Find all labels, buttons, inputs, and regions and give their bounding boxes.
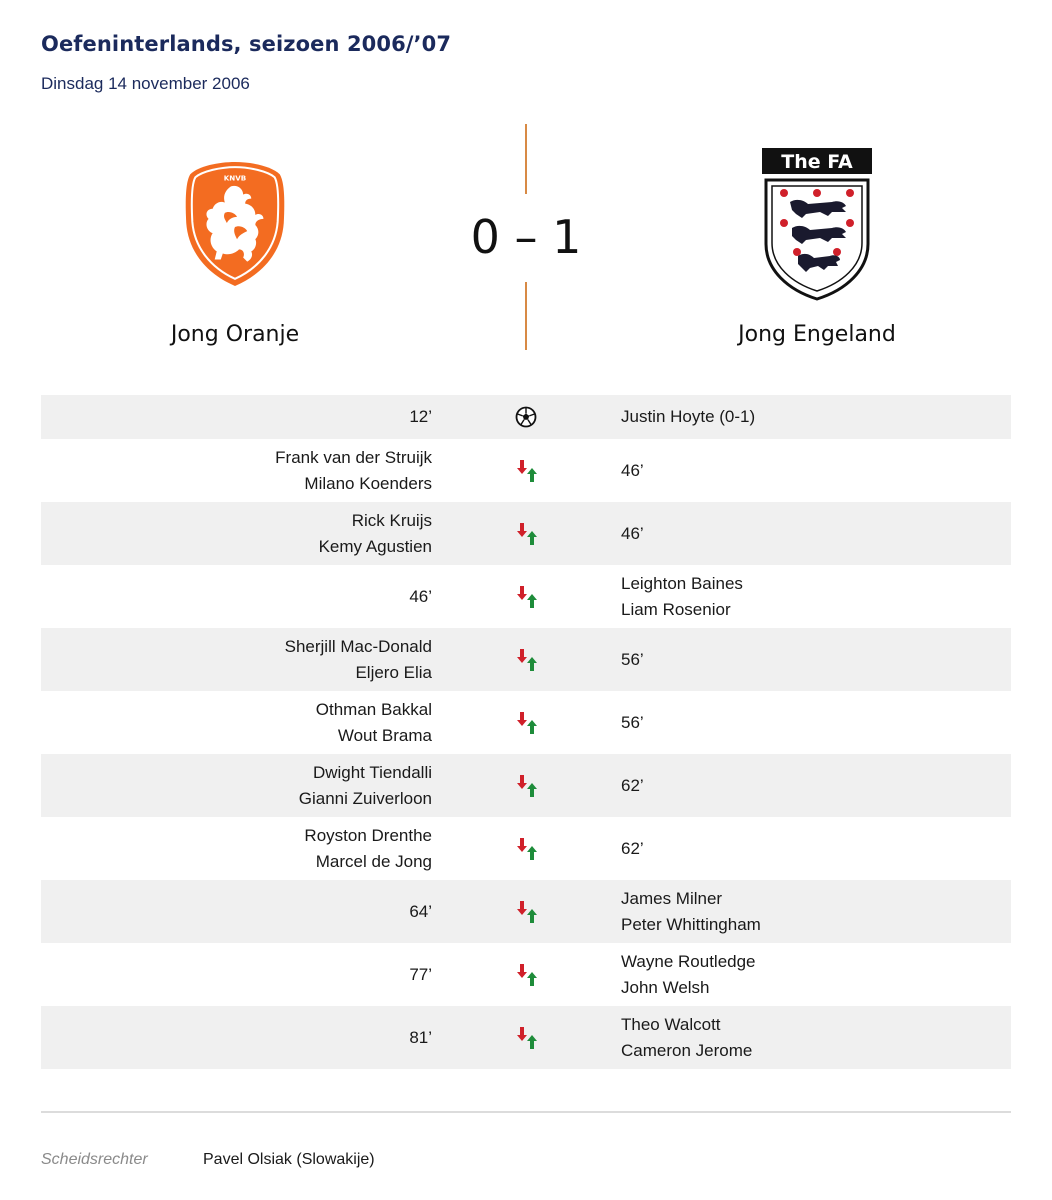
substitution-icon xyxy=(515,584,539,610)
event-text: 46’ xyxy=(409,586,432,606)
event-text: Wout Brama xyxy=(337,725,432,745)
event-text: Theo Walcott xyxy=(621,1014,721,1034)
event-text: 46’ xyxy=(621,460,644,480)
substitution-event-row xyxy=(41,565,1011,628)
event-home-cell xyxy=(409,943,432,1006)
section-divider xyxy=(41,1111,1011,1113)
event-text: Marcel de Jong xyxy=(315,851,432,871)
event-home-cell xyxy=(316,691,432,754)
event-away-cell xyxy=(621,943,756,1006)
substitution-icon xyxy=(515,836,539,862)
substitution-icon xyxy=(515,458,539,484)
event-text: 64’ xyxy=(409,901,432,921)
substitution-event-row xyxy=(41,1006,1011,1069)
event-home-cell xyxy=(409,1006,432,1069)
event-away-cell xyxy=(621,502,644,565)
event-home-cell xyxy=(409,395,432,439)
event-text: Othman Bakkal xyxy=(315,699,432,719)
knvb-crest-icon xyxy=(184,160,286,288)
event-text: Justin Hoyte (0-1) xyxy=(621,407,756,426)
substitution-icon xyxy=(515,962,539,988)
event-home-cell xyxy=(409,565,432,628)
event-away-cell xyxy=(621,1006,752,1069)
goal-event-row xyxy=(41,395,1011,439)
event-away-cell xyxy=(621,565,743,628)
event-home-cell xyxy=(409,880,432,943)
event-away-cell xyxy=(621,628,644,691)
substitution-event-row xyxy=(41,691,1011,754)
event-text: Rick Kruijs xyxy=(351,510,432,530)
event-away-cell xyxy=(621,880,761,943)
event-text: Eljero Elia xyxy=(355,662,432,682)
event-text: Liam Rosenior xyxy=(621,599,731,619)
event-text: Milano Koenders xyxy=(304,473,432,493)
substitution-event-row xyxy=(41,880,1011,943)
score-divider-bottom xyxy=(525,282,527,350)
event-text: Royston Drenthe xyxy=(304,825,432,845)
substitution-event-row xyxy=(41,943,1011,1006)
event-text: James Milner xyxy=(621,888,723,908)
substitution-event-row xyxy=(41,628,1011,691)
away-team-name: Jong Engeland xyxy=(738,322,896,347)
substitution-event-row xyxy=(41,817,1011,880)
event-text: Kemy Agustien xyxy=(318,536,432,556)
substitution-icon xyxy=(515,773,539,799)
event-text: Peter Whittingham xyxy=(621,914,761,934)
substitution-event-row xyxy=(41,439,1011,502)
event-text: Leighton Baines xyxy=(621,573,743,593)
event-text: Cameron Jerome xyxy=(621,1040,753,1060)
event-away-cell xyxy=(621,754,644,817)
match-score: 0 – 1 xyxy=(470,210,582,264)
substitution-icon xyxy=(515,521,539,547)
page-title: Oefeninterlands, seizoen 2006/’07 xyxy=(41,32,452,56)
match-date: Dinsdag 14 november 2006 xyxy=(41,74,250,93)
substitution-icon xyxy=(515,710,539,736)
event-home-cell xyxy=(319,502,432,565)
event-home-cell xyxy=(304,817,432,880)
event-away-cell xyxy=(621,439,644,502)
substitution-icon xyxy=(515,899,539,925)
svg-text:KNVB: KNVB xyxy=(223,173,247,183)
event-text: Gianni Zuiverloon xyxy=(298,788,432,808)
home-team-name: Jong Oranje xyxy=(170,322,300,347)
event-away-cell xyxy=(621,817,644,880)
event-text: Frank van der Struijk xyxy=(275,447,432,467)
event-text: 77’ xyxy=(409,964,432,984)
substitution-event-row xyxy=(41,754,1011,817)
event-text: 62’ xyxy=(621,775,644,795)
substitution-icon xyxy=(515,1025,539,1051)
score-divider-top xyxy=(525,124,527,194)
event-text: Wayne Routledge xyxy=(621,951,756,971)
event-text: Dwight Tiendalli xyxy=(312,762,432,782)
event-text: 62’ xyxy=(621,838,644,858)
fa-crest-icon xyxy=(762,148,872,301)
substitution-event-row xyxy=(41,502,1011,565)
goal-ball-icon xyxy=(515,406,537,428)
event-home-cell xyxy=(299,754,432,817)
event-text: John Welsh xyxy=(621,977,710,997)
event-text: Sherjill Mac-Donald xyxy=(284,636,432,656)
event-text: 56’ xyxy=(621,712,644,732)
event-text: 12’ xyxy=(409,407,432,426)
event-text: 46’ xyxy=(621,523,644,543)
event-away-cell xyxy=(621,395,755,439)
event-text: 56’ xyxy=(621,649,644,669)
svg-text:The FA: The FA xyxy=(781,151,853,173)
event-away-cell xyxy=(621,691,644,754)
event-home-cell xyxy=(275,439,432,502)
referee-name: Pavel Olsiak (Slowakije) xyxy=(203,1151,375,1168)
substitution-icon xyxy=(515,647,539,673)
event-text: 81’ xyxy=(409,1027,432,1047)
match-events-list xyxy=(41,395,1011,1069)
event-home-cell xyxy=(285,628,432,691)
referee-label: Scheidsrechter xyxy=(41,1151,148,1168)
